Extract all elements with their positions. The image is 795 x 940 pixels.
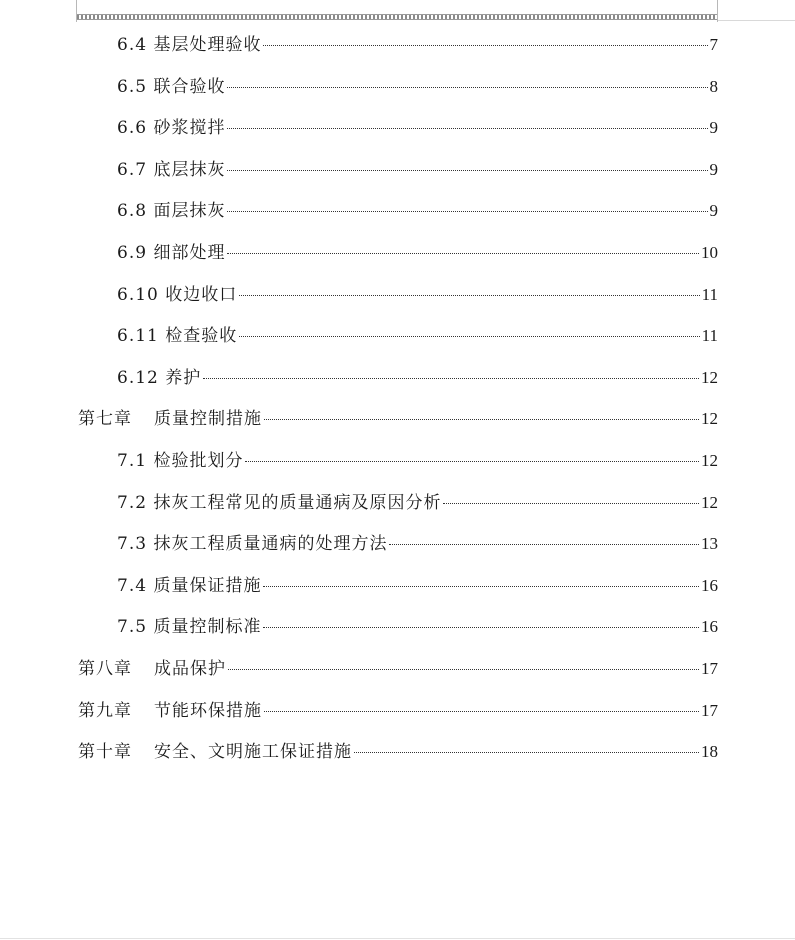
toc-chapter-entry[interactable] — [78, 696, 718, 720]
page-break-marker — [76, 0, 718, 22]
toc-entry-page: 11 — [701, 326, 718, 345]
toc-entry[interactable] — [117, 72, 718, 96]
page-edge-rule — [718, 20, 795, 21]
toc-entry-title: 质量控制措施 — [154, 409, 262, 429]
toc-chapter-entry[interactable] — [78, 404, 718, 428]
toc-entry-page: 17 — [701, 701, 718, 720]
toc-entry-title: 7.4 质量保证措施 — [117, 576, 262, 596]
toc-entry-page: 12 — [701, 451, 718, 470]
toc-entry[interactable] — [117, 321, 718, 345]
toc-chapter-entry[interactable] — [78, 737, 718, 761]
toc-entry-title: 7.5 质量控制标准 — [117, 617, 262, 637]
toc-leader-dots — [227, 253, 699, 254]
toc-leader-dots — [264, 711, 699, 712]
toc-entry-title: 6.7 底层抹灰 — [117, 160, 226, 180]
toc-entry-page: 9 — [709, 201, 718, 220]
toc-leader-dots — [389, 544, 699, 545]
toc-leader-dots — [227, 87, 707, 88]
toc-leader-dots — [228, 669, 699, 670]
toc-entry-page: 16 — [701, 576, 718, 595]
toc-leader-dots — [227, 211, 707, 212]
toc-entry-page: 9 — [709, 160, 718, 179]
toc-leader-dots — [227, 170, 707, 171]
toc-leader-dots — [354, 752, 699, 753]
toc-entry[interactable] — [117, 280, 718, 304]
toc-chapter-heading — [78, 696, 262, 721]
toc-entry-title: 6.11 检查验收 — [117, 326, 238, 346]
toc-entry[interactable] — [117, 612, 718, 636]
toc-entry[interactable] — [117, 113, 718, 137]
toc-entry-page: 8 — [709, 77, 718, 96]
toc-chapter-number: 第十章 — [78, 742, 132, 762]
toc-entry-title: 6.5 联合验收 — [117, 77, 226, 97]
toc-entry[interactable] — [117, 446, 718, 470]
toc-entry-title: 6.6 砂浆搅拌 — [117, 118, 226, 138]
toc-entry[interactable] — [117, 529, 718, 553]
toc-entry[interactable] — [117, 571, 718, 595]
toc-entry-title: 6.9 细部处理 — [117, 243, 226, 263]
toc-entry-page: 7 — [709, 35, 718, 54]
toc-chapter-heading — [78, 404, 262, 429]
toc-entry-page: 12 — [701, 409, 718, 428]
toc-leader-dots — [443, 503, 699, 504]
toc-chapter-entry[interactable] — [78, 654, 718, 678]
toc-entry-page: 13 — [701, 534, 718, 553]
toc-leader-dots — [263, 45, 707, 46]
toc-entry-page: 10 — [701, 243, 718, 262]
toc-leader-dots — [263, 627, 699, 628]
toc-entry-title: 6.8 面层抹灰 — [117, 201, 226, 221]
toc-entry[interactable] — [117, 155, 718, 179]
toc-leader-dots — [239, 295, 699, 296]
toc-entry-title: 6.12 养护 — [117, 368, 202, 388]
toc-chapter-heading — [78, 654, 226, 679]
toc-entry[interactable] — [117, 238, 718, 262]
toc-entry[interactable] — [117, 363, 718, 387]
toc-leader-dots — [203, 378, 699, 379]
toc-chapter-heading — [78, 737, 352, 762]
toc-entry-page: 12 — [701, 493, 718, 512]
toc-entry-title: 6.4 基层处理验收 — [117, 35, 262, 55]
toc-leader-dots — [264, 419, 699, 420]
toc-entry[interactable] — [117, 30, 718, 54]
toc-entry[interactable] — [117, 196, 718, 220]
toc-entry-title: 节能环保措施 — [154, 701, 262, 721]
toc-entry-page: 17 — [701, 659, 718, 678]
toc-entry-title: 安全、文明施工保证措施 — [154, 742, 352, 762]
toc-entry-title: 6.10 收边收口 — [117, 285, 238, 305]
toc-chapter-number: 第九章 — [78, 701, 132, 721]
toc-entry-page: 16 — [701, 617, 718, 636]
toc-leader-dots — [239, 336, 699, 337]
toc-entry-title: 7.2 抹灰工程常见的质量通病及原因分析 — [117, 493, 442, 513]
toc-leader-dots — [245, 461, 699, 462]
toc-entry-title: 7.3 抹灰工程质量通病的处理方法 — [117, 534, 388, 554]
page-bottom-rule — [0, 938, 795, 939]
toc-leader-dots — [227, 128, 707, 129]
toc-entry-page: 9 — [709, 118, 718, 137]
toc-leader-dots — [263, 586, 699, 587]
toc-entry-title: 成品保护 — [154, 659, 226, 679]
toc-chapter-number: 第八章 — [78, 659, 132, 679]
toc-entry-page: 12 — [701, 368, 718, 387]
toc-entry-page: 18 — [701, 742, 718, 761]
page-break-hatch — [77, 14, 717, 20]
toc-entry-title: 7.1 检验批划分 — [117, 451, 244, 471]
toc-entry-page: 11 — [701, 285, 718, 304]
toc-entry[interactable] — [117, 488, 718, 512]
toc-chapter-number: 第七章 — [78, 409, 132, 429]
